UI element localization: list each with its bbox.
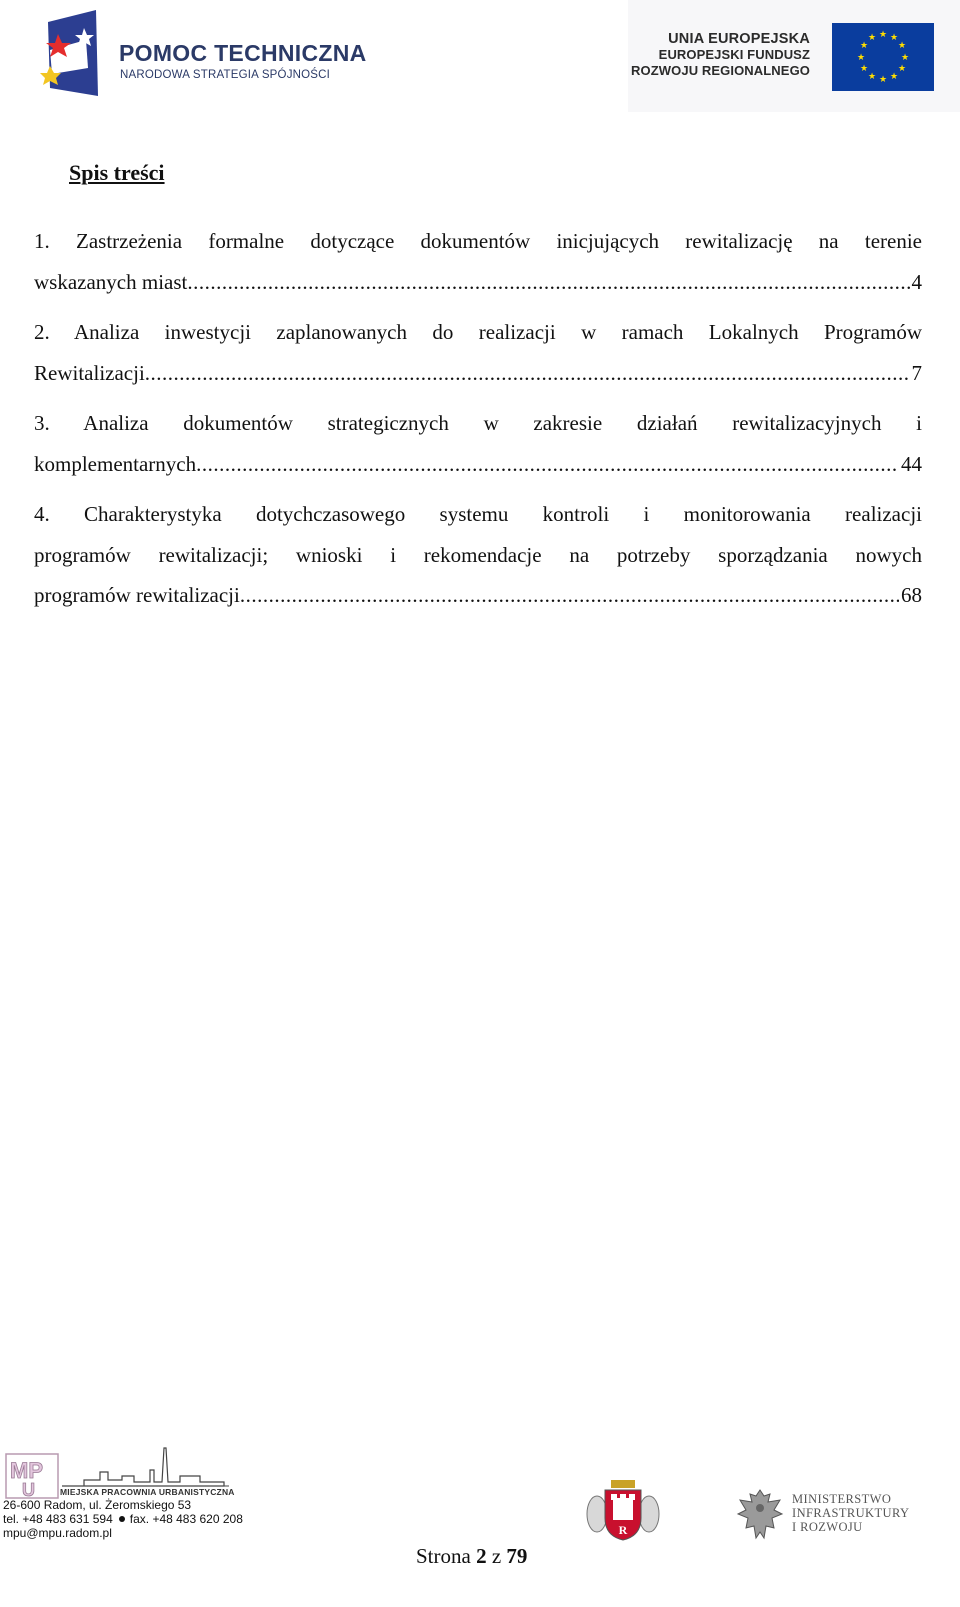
toc-page-number: 68 (901, 583, 922, 607)
svg-text:★: ★ (897, 64, 907, 74)
toc-entry-4[interactable] (34, 494, 922, 616)
svg-text:★: ★ (867, 33, 877, 43)
toc-entry-text: Rewitalizacji (34, 360, 145, 385)
toc-heading: Spis treści (69, 160, 165, 185)
toc-entry-last-line (34, 262, 922, 303)
svg-text:★: ★ (859, 41, 869, 51)
eu-line-3: ROZWOJU REGIONALNEGO (631, 63, 810, 78)
toc-entry-last-line (34, 575, 922, 616)
logo-subtitle: NARODOWA STRATEGIA SPÓJNOŚCI (120, 69, 331, 81)
page-total: 79 (506, 1544, 528, 1568)
toc-entry-text: komplementarnych (34, 451, 197, 476)
mpu-logo-letters: MP (10, 1458, 43, 1483)
svg-text:★: ★ (859, 64, 869, 74)
radom-coat-of-arms-icon (585, 1478, 661, 1542)
eu-logo (628, 0, 960, 112)
toc-entry-last-line (34, 353, 922, 394)
svg-text:★: ★ (889, 72, 899, 82)
mpu-name: MIEJSKA PRACOWNIA URBANISTYCZNA (60, 1487, 235, 1497)
svg-text:★: ★ (897, 41, 907, 51)
svg-text:★: ★ (856, 53, 866, 63)
eu-line-2: EUROPEJSKI FUNDUSZ (658, 47, 810, 62)
poland-flag-stars-icon (40, 10, 110, 100)
toc-entry-text: 1. Zastrzeżenia formalne dotyczące dokumentów inicjujących rewitalizację na terenie (34, 229, 922, 253)
toc-entry-last-line (34, 444, 922, 485)
svg-text:★: ★ (867, 72, 877, 82)
table-of-contents (34, 221, 922, 626)
toc-entry-2[interactable] (34, 312, 922, 393)
page-separator: z (491, 1544, 502, 1568)
svg-text:★: ★ (900, 53, 910, 63)
svg-text:★: ★ (889, 33, 899, 43)
ministry-line-2: INFRASTRUKTURY (792, 1506, 910, 1520)
toc-leader-dots (187, 262, 909, 303)
toc-entry-text: wskazanych miast (34, 269, 188, 294)
svg-text:U: U (22, 1480, 35, 1500)
toc-page-number: 44 (901, 451, 922, 476)
footer-fax: fax. +48 483 620 208 (129, 1512, 243, 1526)
toc-entry-text: programów rewitalizacji; wnioski i rekomendacje na potrzeby sporządzania nowych (34, 542, 922, 567)
logo-title: POMOC TECHNICZNA (119, 40, 367, 66)
eu-line-1: UNIA EUROPEJSKA (668, 31, 810, 47)
ministry-text (792, 1492, 909, 1534)
toc-leader-dots (240, 575, 899, 616)
page-prefix: Strona (416, 1544, 471, 1568)
pomoc-techniczna-logo (40, 10, 367, 100)
footer-address: 26-600 Radom, ul. Żeromskiego 53 (3, 1498, 192, 1512)
polish-eagle-icon (736, 1486, 784, 1542)
toc-entry-text: programów rewitalizacji (34, 583, 240, 607)
svg-text:R: R (618, 1523, 628, 1537)
toc-entry-text: 3. Analiza dokumentów strategicznych w zakresie działań rewitalizacyjnych i (34, 411, 922, 435)
svg-text:★: ★ (878, 75, 888, 85)
page-number (416, 1544, 527, 1569)
footer-phone-line (3, 1512, 243, 1526)
toc-page-number: 4 (911, 269, 922, 294)
footer-tel: tel. +48 483 631 594 (3, 1512, 113, 1526)
footer-email[interactable]: mpu@mpu.radom.pl (3, 1526, 112, 1540)
toc-entry-text: 4. Charakterystyka dotychczasowego systemu kontroli i monitorowania realizacji (34, 502, 922, 526)
footer-contact (3, 1498, 243, 1540)
toc-leader-dots (145, 353, 910, 394)
bullet-icon (119, 1516, 125, 1522)
ministry-line-1: MINISTERSTWO (792, 1492, 892, 1506)
ministry-line-3: I ROZWOJU (792, 1520, 863, 1534)
toc-entry-3[interactable] (34, 403, 922, 484)
toc-entry-text: 2. Analiza inwestycji zaplanowanych do realizacji w ramach Lokalnych Programów (34, 320, 922, 344)
eu-flag-icon (832, 23, 934, 91)
toc-leader-dots (196, 444, 899, 485)
eu-logo-text (631, 31, 810, 79)
toc-page-number: 7 (911, 360, 922, 385)
svg-text:★: ★ (878, 30, 888, 40)
page-current: 2 (476, 1544, 487, 1568)
toc-entry-1[interactable] (34, 221, 922, 302)
